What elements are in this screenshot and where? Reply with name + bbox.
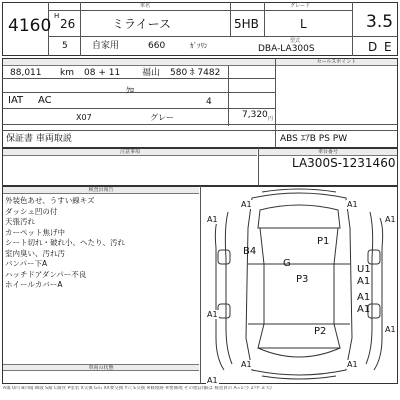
notes-header: 注意事項	[3, 149, 257, 156]
inspector-header: 検査員報告	[3, 187, 199, 194]
damage-mark: A1	[207, 215, 218, 224]
door-count: 4	[206, 97, 212, 107]
chassis-header: 車台番号	[259, 149, 397, 156]
damage-mark: A1	[385, 215, 396, 224]
inspector-note: ホイールカバーA	[5, 280, 63, 289]
damage-mark: B4	[243, 246, 257, 257]
damage-mark: A1	[357, 292, 371, 303]
inspector-note: カーペット焦げ中	[5, 227, 65, 237]
damage-mark: A1	[385, 325, 396, 334]
mileage: 88,011	[10, 68, 42, 78]
inspector-note: バンパー下A	[5, 259, 48, 268]
car-name: ミライース	[112, 17, 172, 31]
plate-region: 福山	[142, 68, 161, 78]
inspector-note: 天張汚れ	[5, 217, 35, 226]
model-year: 26	[60, 17, 76, 31]
damage-mark: A1	[347, 360, 358, 369]
damage-mark: A1	[207, 310, 218, 319]
recycle-fee-unit: 円	[268, 116, 274, 122]
model-code-label: 型式	[290, 38, 301, 44]
inspector-note: ハッチドアダンパー不良	[5, 269, 87, 279]
usage-type: 自家用	[92, 41, 120, 51]
inspector-note: 外装色あせ、うすい線キズ	[5, 196, 95, 205]
grade-value: L	[300, 17, 307, 31]
equipment: ABS ｴｱB PS PW	[280, 134, 348, 144]
inspection-expiry: 08 + 11	[84, 68, 121, 78]
plate-number: 580 ﾎ 7482	[170, 68, 221, 78]
interior-score: D	[368, 40, 378, 54]
damage-mark: P2	[314, 326, 327, 337]
damage-mark: G	[283, 258, 291, 269]
damage-mark: A1	[241, 200, 252, 209]
damage-mark: A1	[347, 200, 358, 209]
car-name-label: 車名	[140, 3, 151, 9]
displacement: 660	[148, 41, 166, 51]
damage-mark: U1	[357, 264, 371, 275]
lot-number: 4160	[8, 16, 52, 36]
fuel-type: ｶﾞｿﾘﾝ	[190, 42, 208, 50]
damage-mark: A1	[357, 304, 371, 315]
color-code: X07	[76, 113, 92, 122]
damage-mark: P3	[296, 274, 309, 285]
inspector-note: 室内臭い、汚れ汚	[5, 248, 65, 258]
inspector-note: ダッシュ凹の付	[5, 206, 58, 216]
condition-footer: 車両の状態	[3, 364, 199, 371]
damage-legend: A傷 U凹 B凹傷 W波 S錆 C腐食 P塗装 X交換 G石 XX要交換 Y穴 E交換 ※修理跡 ※要修理 その他(詳細は 検査員の A=1:小 2:中 3:大)	[3, 386, 272, 391]
color-name: グレー	[150, 113, 174, 122]
exterior-score: E	[384, 40, 392, 54]
recycle-fee: 7,320	[242, 110, 268, 120]
inspector-note: シート切れ・破れ小、へたり、汚れ	[5, 238, 125, 247]
sales-point-header: セールスポイント	[276, 59, 397, 66]
air-conditioning: AC	[38, 95, 52, 106]
era-letter: H	[54, 12, 60, 20]
inspector-notes	[5, 196, 125, 291]
spec-header	[3, 59, 275, 66]
damage-mark: P1	[317, 236, 330, 247]
grade-label: グレード	[290, 3, 311, 9]
damage-mark: A1	[357, 276, 371, 287]
chassis-number: LA300S-1231460	[292, 156, 396, 170]
damage-mark: A1	[207, 376, 218, 385]
exterior-color: ｸﾛ	[126, 86, 134, 95]
auction-score: 3.5	[366, 12, 394, 32]
model-code: DBA-LA300S	[258, 44, 315, 54]
transmission: IAT	[8, 95, 24, 106]
first-reg-month: 5	[62, 41, 68, 51]
certificates: 保証書 車両取説	[6, 134, 72, 144]
body-type: 5HB	[234, 17, 259, 31]
mileage-unit: km	[60, 68, 74, 78]
damage-mark: A1	[241, 360, 252, 369]
